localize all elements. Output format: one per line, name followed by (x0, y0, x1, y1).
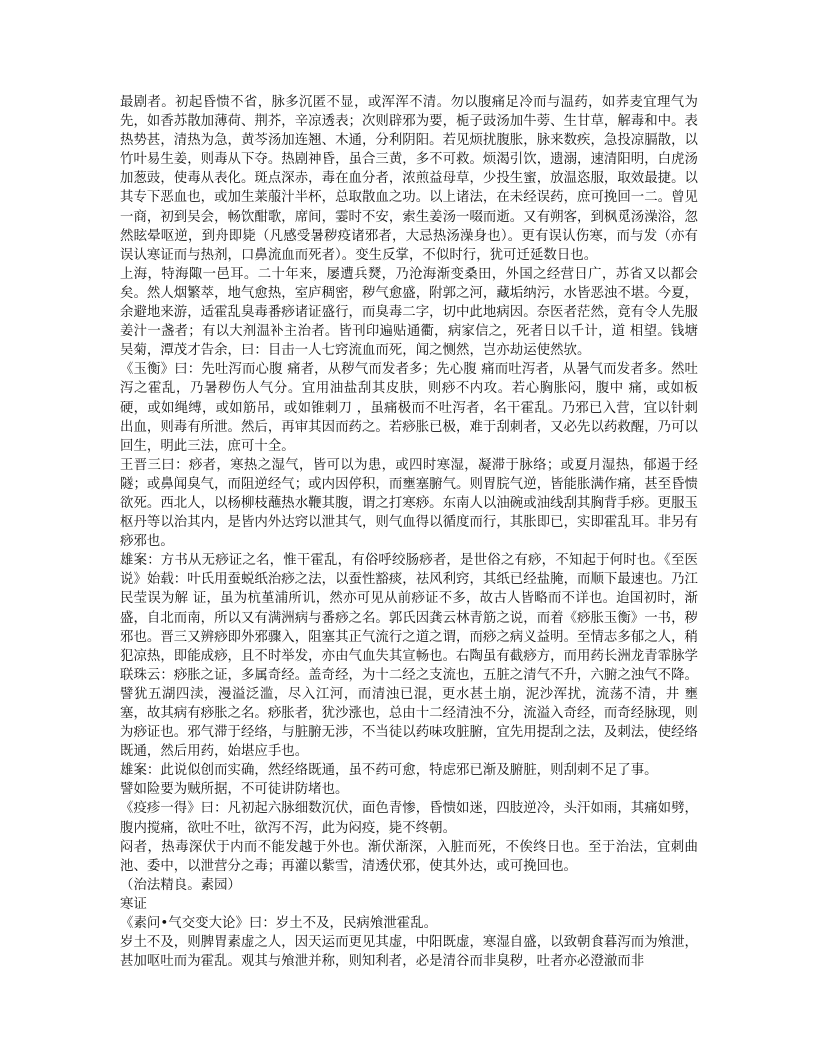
section-heading: 寒证 (120, 896, 147, 912)
paragraph-13: 岁土不及，则脾胃素虚之人，因天运而更见其虚，中阳既虚，寒湿自盛，以致朝食暮泻而为飧泄，甚加呕吐而为霍乱。观其与飧泄并称，则知利者，必是清谷而非臭秽，吐者亦必澄澈而非 (120, 935, 698, 970)
paragraph-3: 《玉衡》曰：先吐泻而心腹 痛者，从秽气而发者多；先心腹 痛而吐泻者，从暑气而发者多。然吐泻之霍乱，乃暑秽伤人气分。宜用油盐刮其皮肤，则痧不内攻。若心胸胀闷，腹中 痛，或如板硬，或如绳缚，或如筋吊，或如锥刺刀 ，虽痛极而不吐泻者，名干霍乱。乃邪已入营，宜以针刺出血，则毒有所泄。然后，再审其因而药之。若痧胀已极，难于刮刺者，又必先以药救醒，乃可以回生，明此三法，庶可十全。 (120, 362, 698, 454)
paragraph-6: 雄案：此说似创而实确，然经络既通，虽不药可愈，特虑邪已渐及腑脏，则刮刺不足了事。 (120, 763, 658, 779)
document-page (120, 93, 698, 971)
paragraph-7: 譬如险要为贼所据，不可徒讲防堵也。 (120, 782, 349, 798)
paragraph-8: 《疫疹一得》曰：凡初起六脉细数沉伏，面色青惨，昏愦如迷，四肢逆冷，头汗如雨，其痛如劈，腹内搅痛，欲吐不吐，欲泻不泻，此为闷疫，毙不终朝。 (120, 801, 698, 836)
paragraph-12: 《素问•气交变大论》曰：岁土不及，民病飧泄霍乱。 (120, 916, 438, 932)
paragraph-1: 最剧者。初起昏愦不省，脉多沉匿不显，或浑浑不清。勿以腹痛足冷而与温药，如荞麦宜理气为先，如香苏散加薄荷、荆芥，辛凉透表；次则辟邪为要，栀子豉汤加牛蒡、生甘草，解毒和中。表热势甚，清热为急，黄芩汤加连翘、木通，分利阴阳。若见烦扰腹胀，脉来数疾，急投凉膈散，以竹叶易生姜，则毒从下夺。热剧神昏，虽合三黄，多不可救。烦渴引饮，遗溺，速清阳明，白虎汤加葱豉，使毒从表化。斑点深赤，毒在血分者，浓煎益母草，少投生蜜，放温恣服，取效最捷。以其专下恶血也，或加生莱菔汁半杯，总取散血之功。以上诸法，在未经误药，庶可挽回一二。曾见一商，初到吴会，畅饮酣歌，席间，霎时不安，索生姜汤一啜而逝。又有朔客，到枫觅汤澡浴，忽然眩晕呕逆，到舟即毙（凡感受暑秽疫诸邪者，大忌热汤澡身也）。更有误认伤寒，而与发（亦有误认寒证而与热剂，口鼻流血而死者）。变生反掌，不似时行，犹可迁延数日也。 (120, 95, 698, 263)
paragraph-2: 上海，特海陬一邑耳。二十年来，屡遭兵燹，乃沧海渐变桑田，外国之经营日广，苏省又以都会矣。然人烟繁萃，地气愈热，室庐稠密，秽气愈盛，附郭之河，藏垢纳污，水皆恶浊不堪。今夏，余避地来游，适霍乱臭毒番痧诸证盛行，而臭毒二字，切中此地病因。奈医者茫然，竟有令人先服姜汁一盏者；有以大剂温补主治者。皆刊印遍贴通衢，病家信之，死者日以千计，道 相望。钱塘吴菊，潭茂才告余，曰：目击一人七窍流血而死，闻之恻然，岂亦劫运使然欤。 (120, 266, 698, 359)
paragraph-9: 闷者，热毒深伏于内而不能发越于外也。渐伏渐深，入脏而死，不俟终日也。至于治法，宜刺曲池、委中，以泄营分之毒；再灌以紫雪，清透伏邪，使其外达，或可挽回也。 (120, 839, 698, 874)
paragraph-10: （治法精良。素园） (120, 877, 241, 893)
paragraph-4: 王晋三曰：痧者，寒热之湿气，皆可以为患，或四时寒湿，凝滞于脉络；或夏月湿热，郁遏于经隧；或鼻闻臭气，而阻逆经气；或内因停积，而壅塞腑气。则胃脘气逆，皆能胀满作痛，甚至昏愦欲死。西北人，以杨柳枝蘸热水鞭其腹，谓之打寒痧。东南人以油碗或油线刮其胸背手痧。更服玉枢丹等以治其内，是皆内外达窍以泄其气，则气血得以循度而行，其胀即已，实即霍乱耳。非另有痧邪也。 (120, 457, 698, 550)
paragraph-5: 雄案：方书从无痧证之名，惟干霍乱，有俗呼绞肠痧者，是世俗之有痧，不知起于何时也。《至医说》始载：叶氏用蚕蜕纸治痧之法，以蚕性豁痰，祛风利窍，其纸已经盐腌，而顺下最速也。乃江民莹误为解 证，虽为杭堇浦所讥，然亦可见从前痧证不多，故古人皆略而不详也。迨国初时，渐盛，自北而南，所以又有满洲病与番痧之名。郭氏因龚云林青筋之说，而着《痧胀玉衡》一书，秽邪也。晋三又辨痧即外邪骤入，阻塞其正气流行之道之谓，而痧之病义益明。至情志多郁之人，稍犯凉热，即能成痧，且不时举发，亦由气血失其宣畅也。右陶虽有截痧方，而用药长洲龙青霏脉学联珠云：痧胀之证，多属奇经。盖奇经，为十二经之支流也，五脏之清气不升，六腑之浊气不降。譬犹五湖四渎，漫溢泛滥，尽入江河，而清浊已混，更水甚土崩，泥沙浑扰，流荡不清，井 壅塞，故其病有痧胀之名。痧胀者，犹沙涨也，总由十二经清浊不分，流溢入奇经，而奇经脉现，则为痧证也。邪气滞于经络，与脏腑无涉，不当徒以药味攻脏腑，宜先用提刮之法，及刺法，使经络既通，然后用药，始堪应手也。 (120, 553, 698, 760)
